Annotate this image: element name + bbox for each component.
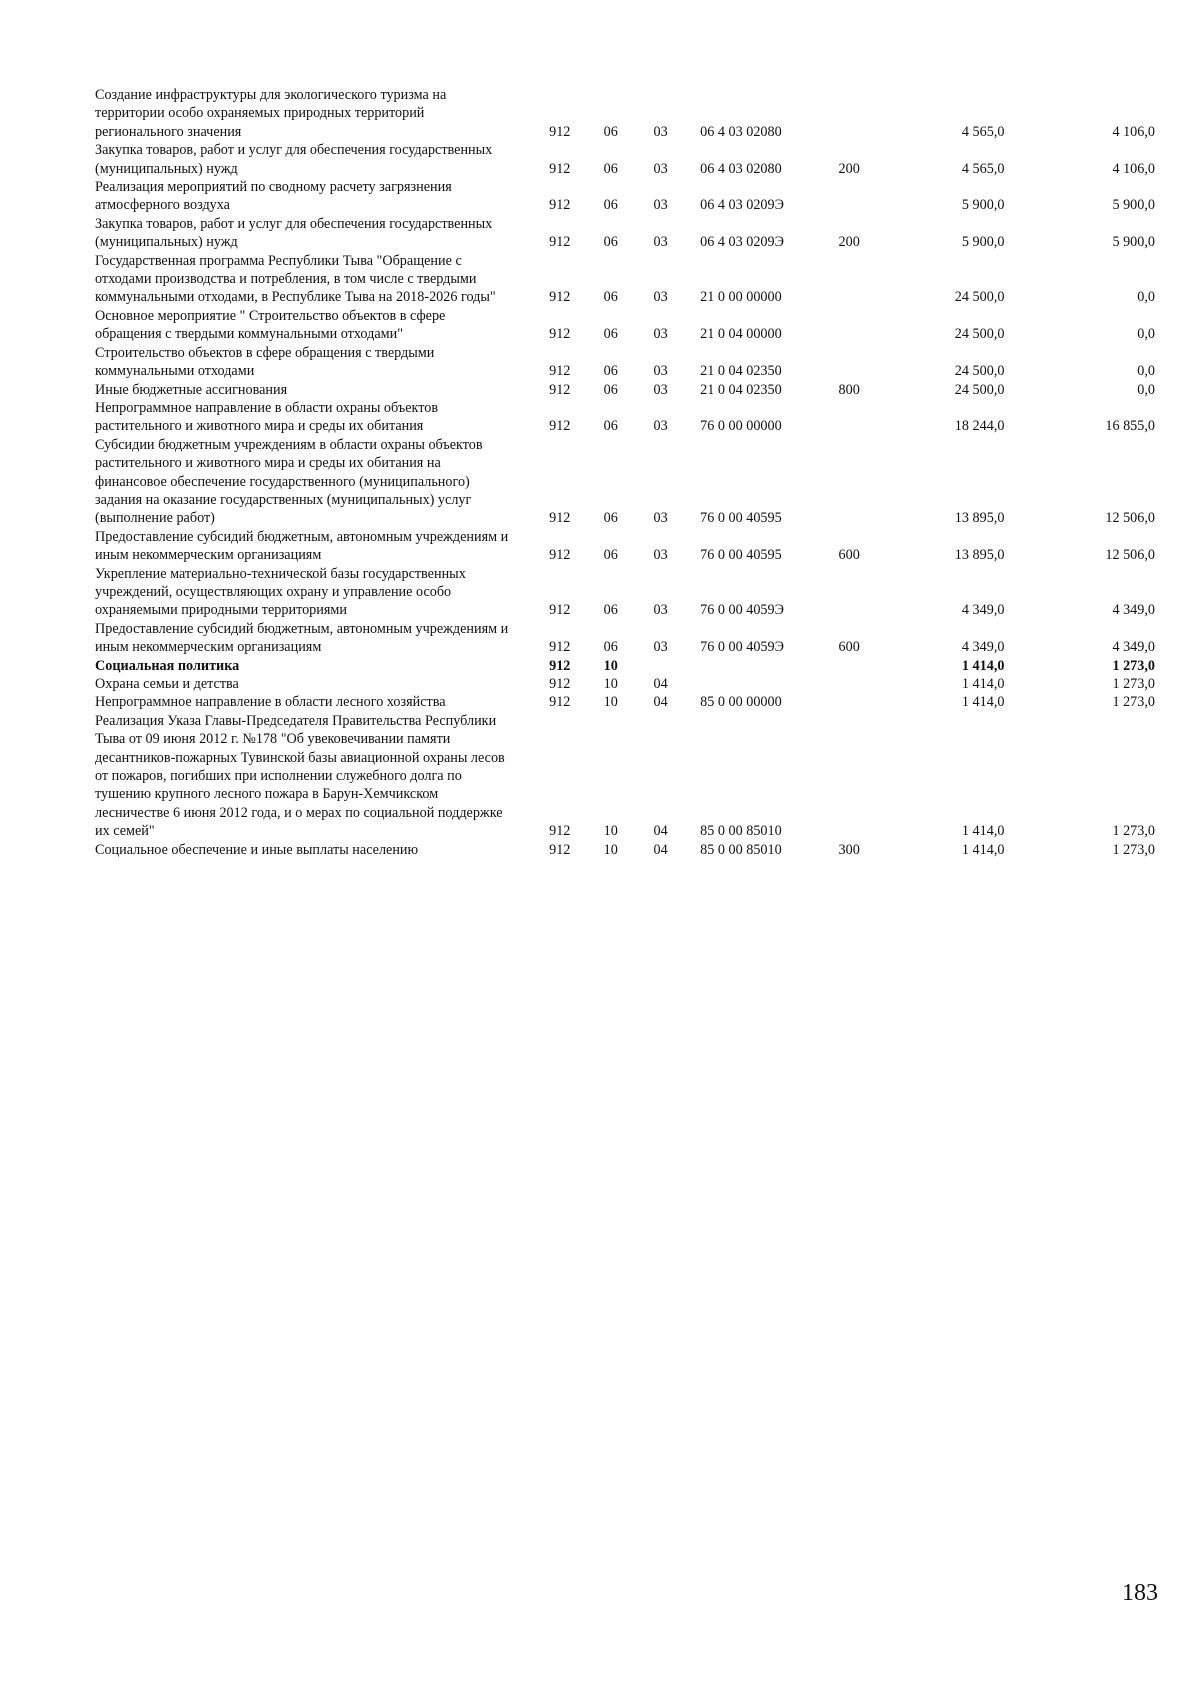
row-sum-1: 24 500,0: [954, 326, 1005, 343]
row-name: Субсидии бюджетным учреждениям в области охраны объектов растительного и животного мира и среды их обитания на финансовое обеспечение государственного (муниципального) задания на оказание государственных (муниципальных) услуг (выполнение работ): [95, 436, 483, 527]
row-name: Основное мероприятие " Строительство объектов в сфере обращения с твердыми коммунальными отходами": [95, 307, 446, 343]
row-pr: [635, 657, 686, 675]
row-csr: 85 0 00 85010: [700, 823, 782, 840]
row-rz: 06: [603, 639, 618, 656]
row-sum-2: 4 349,0: [1112, 602, 1155, 619]
row-csr: 21 0 04 00000: [700, 326, 782, 343]
row-vr: 200: [838, 160, 860, 177]
row-name: Закупка товаров, работ и услуг для обеспечения государственных (муниципальных) нужд: [95, 142, 493, 177]
row-csr: 06 4 03 02080: [700, 123, 782, 140]
row-sum-1: 24 500,0: [954, 289, 1005, 306]
row-rz: 10: [603, 841, 618, 858]
row-pr: 03: [653, 510, 668, 527]
table-row: [95, 657, 1155, 675]
row-gr: 912: [549, 123, 571, 140]
row-pr: 03: [653, 289, 668, 306]
row-name: Строительство объектов в сфере обращения с твердыми коммунальными отходами: [95, 344, 435, 380]
row-pr: 04: [653, 841, 668, 858]
row-rz: 06: [603, 602, 618, 619]
row-name: Непрограммное направление в области лесного хозяйства: [95, 694, 446, 711]
row-gr: 912: [549, 639, 571, 656]
row-sum-1: 1 414,0: [961, 694, 1005, 711]
budget-table-page: [95, 86, 1155, 859]
row-gr: 912: [549, 657, 571, 674]
row-csr: 76 0 00 4059Э: [700, 602, 784, 619]
row-gr: 912: [549, 676, 571, 692]
row-rz: 06: [603, 289, 618, 306]
row-csr: [686, 675, 819, 693]
table-row: [95, 86, 1155, 141]
table-row: [95, 712, 1155, 841]
row-csr: 21 0 04 02350: [700, 363, 782, 380]
row-pr: 03: [653, 547, 668, 564]
row-vr: [819, 178, 880, 215]
row-name: Охрана семьи и детства: [95, 676, 239, 692]
row-pr: 03: [653, 381, 668, 398]
row-sum-1: 1 414,0: [961, 676, 1005, 692]
row-vr: 600: [838, 547, 860, 564]
row-pr: 04: [653, 823, 668, 840]
row-sum-2: 4 106,0: [1112, 160, 1155, 177]
row-rz: 06: [603, 418, 618, 435]
row-rz: 10: [603, 694, 618, 711]
row-sum-2: 0,0: [1137, 381, 1155, 398]
row-sum-1: 24 500,0: [954, 363, 1005, 380]
row-sum-1: 5 900,0: [961, 234, 1005, 251]
row-sum-1: 1 414,0: [961, 823, 1005, 840]
row-csr: 76 0 00 00000: [700, 418, 782, 435]
table-row: [95, 436, 1155, 528]
table-row: [95, 252, 1155, 307]
table-row: [95, 141, 1155, 178]
table-row: [95, 565, 1155, 620]
row-csr: 06 4 03 0209Э: [700, 197, 784, 214]
row-vr: [819, 399, 880, 436]
row-name: Укрепление материально-технической базы государственных учреждений, осуществляющих охрану и управление особо охраняемыми природными территориями: [95, 565, 466, 619]
row-csr: [686, 657, 819, 675]
row-vr: [819, 565, 880, 620]
row-pr: 03: [653, 234, 668, 251]
budget-table-body: [95, 86, 1155, 859]
row-name: Непрограммное направление в области охраны объектов растительного и животного мира и среды их обитания: [95, 399, 439, 435]
row-pr: 03: [653, 418, 668, 435]
row-gr: 912: [549, 160, 571, 177]
row-name: Социальное обеспечение и иные выплаты населению: [95, 841, 419, 858]
row-vr: [819, 344, 880, 381]
row-sum-2: 0,0: [1137, 363, 1155, 380]
row-vr: [819, 657, 880, 675]
row-vr: [819, 693, 880, 711]
row-vr: [819, 675, 880, 693]
row-pr: 03: [653, 160, 668, 177]
row-rz: 10: [603, 657, 618, 674]
row-vr: [819, 86, 880, 141]
row-pr: 03: [653, 123, 668, 140]
row-gr: 912: [549, 326, 571, 343]
row-name: Предоставление субсидий бюджетным, автономным учреждениям и иным некоммерческим организациям: [95, 620, 509, 656]
table-row: [95, 344, 1155, 381]
row-sum-1: 13 895,0: [954, 547, 1005, 564]
row-rz: 06: [603, 547, 618, 564]
table-row: [95, 841, 1155, 859]
row-csr: 85 0 00 85010: [700, 841, 782, 858]
table-row: [95, 381, 1155, 399]
table-row: [95, 215, 1155, 252]
row-rz: 06: [603, 197, 618, 214]
row-vr: 600: [838, 639, 860, 656]
row-csr: 76 0 00 40595: [700, 547, 782, 564]
budget-table: [95, 86, 1155, 859]
row-vr: [819, 436, 880, 528]
row-name: Закупка товаров, работ и услуг для обеспечения государственных (муниципальных) нужд: [95, 215, 493, 251]
row-name: Социальная политика: [95, 657, 240, 674]
row-csr: 76 0 00 4059Э: [700, 639, 784, 656]
row-name: Государственная программа Республики Тыва "Обращение с отходами производства и потребления, в том числе с твердыми коммунальными отходами, в Республике Тыва на 2018-2026 годы": [95, 252, 496, 306]
row-vr: [819, 252, 880, 307]
row-sum-1: 5 900,0: [961, 197, 1005, 214]
row-csr: 21 0 04 02350: [700, 381, 782, 398]
row-sum-2: 12 506,0: [1105, 510, 1155, 527]
row-vr: 800: [838, 381, 860, 398]
row-rz: 10: [603, 676, 618, 692]
row-gr: 912: [549, 289, 571, 306]
row-gr: 912: [549, 418, 571, 435]
row-sum-1: 1 414,0: [961, 657, 1005, 674]
row-sum-2: 5 900,0: [1112, 234, 1155, 251]
row-vr: 200: [838, 234, 860, 251]
row-sum-2: 4 106,0: [1112, 123, 1155, 140]
row-gr: 912: [549, 234, 571, 251]
row-sum-2: 1 273,0: [1112, 694, 1155, 711]
row-rz: 06: [603, 160, 618, 177]
row-name: Создание инфраструктуры для экологического туризма на территории особо охраняемых природных территорий регионального значения: [95, 87, 447, 140]
row-vr: [819, 712, 880, 841]
row-sum-2: 5 900,0: [1112, 197, 1155, 214]
row-sum-2: 16 855,0: [1105, 418, 1155, 435]
row-gr: 912: [549, 197, 571, 214]
row-sum-2: 12 506,0: [1105, 547, 1155, 564]
row-pr: 03: [653, 363, 668, 380]
row-gr: 912: [549, 823, 571, 840]
row-csr: 21 0 00 00000: [700, 289, 782, 306]
row-vr: 300: [838, 841, 860, 858]
row-rz: 06: [603, 123, 618, 140]
table-row: [95, 693, 1155, 711]
table-row: [95, 178, 1155, 215]
row-gr: 912: [549, 841, 571, 858]
row-pr: 03: [653, 602, 668, 619]
row-name: Реализация Указа Главы-Председателя Правительства Республики Тыва от 09 июня 2012 г. №178 "Об увековечивании памяти десантников-пожарных Тувинской базы авиационной охраны лесов от пожаров, погибших при исполнении служебного долга по тушению крупного лесного пожара в Барун-Хемчикском лесничестве 6 июня 2012 года, и о мерах по социальной поддержке их семей": [95, 712, 505, 840]
row-gr: 912: [549, 381, 571, 398]
row-pr: 04: [653, 676, 668, 692]
row-sum-2: 0,0: [1137, 289, 1155, 306]
row-rz: 10: [603, 823, 618, 840]
row-sum-2: 1 273,0: [1112, 657, 1155, 674]
row-name: Предоставление субсидий бюджетным, автономным учреждениям и иным некоммерческим организациям: [95, 528, 509, 564]
table-row: [95, 620, 1155, 657]
row-sum-1: 4 565,0: [961, 160, 1005, 177]
row-sum-2: 1 273,0: [1112, 676, 1155, 692]
page-number: 183: [1122, 1580, 1158, 1606]
row-csr: 85 0 00 00000: [700, 694, 782, 711]
row-pr: 04: [653, 694, 668, 711]
row-gr: 912: [549, 694, 571, 711]
table-row: [95, 675, 1155, 693]
row-sum-2: 1 273,0: [1112, 823, 1155, 840]
row-sum-1: 13 895,0: [954, 510, 1005, 527]
row-csr: 06 4 03 02080: [700, 160, 782, 177]
row-sum-2: 0,0: [1137, 326, 1155, 343]
row-name: Реализация мероприятий по сводному расчету загрязнения атмосферного воздуха: [95, 179, 452, 214]
row-sum-1: 4 349,0: [961, 639, 1005, 656]
row-sum-1: 4 349,0: [961, 602, 1005, 619]
row-vr: [819, 307, 880, 344]
row-sum-2: 4 349,0: [1112, 639, 1155, 656]
row-rz: 06: [603, 234, 618, 251]
row-rz: 06: [603, 381, 618, 398]
row-csr: 06 4 03 0209Э: [700, 234, 784, 251]
row-csr: 76 0 00 40595: [700, 510, 782, 527]
row-name: Иные бюджетные ассигнования: [95, 381, 288, 398]
row-gr: 912: [549, 510, 571, 527]
table-row: [95, 399, 1155, 436]
row-sum-1: 1 414,0: [961, 841, 1005, 858]
row-sum-2: 1 273,0: [1112, 841, 1155, 858]
row-pr: 03: [653, 197, 668, 214]
row-gr: 912: [549, 363, 571, 380]
row-gr: 912: [549, 547, 571, 564]
table-row: [95, 307, 1155, 344]
table-row: [95, 528, 1155, 565]
row-pr: 03: [653, 326, 668, 343]
row-rz: 06: [603, 363, 618, 380]
row-sum-1: 4 565,0: [961, 123, 1005, 140]
row-rz: 06: [603, 326, 618, 343]
row-rz: 06: [603, 510, 618, 527]
row-gr: 912: [549, 602, 571, 619]
row-sum-1: 24 500,0: [954, 381, 1005, 398]
row-sum-1: 18 244,0: [954, 418, 1005, 435]
row-pr: 03: [653, 639, 668, 656]
